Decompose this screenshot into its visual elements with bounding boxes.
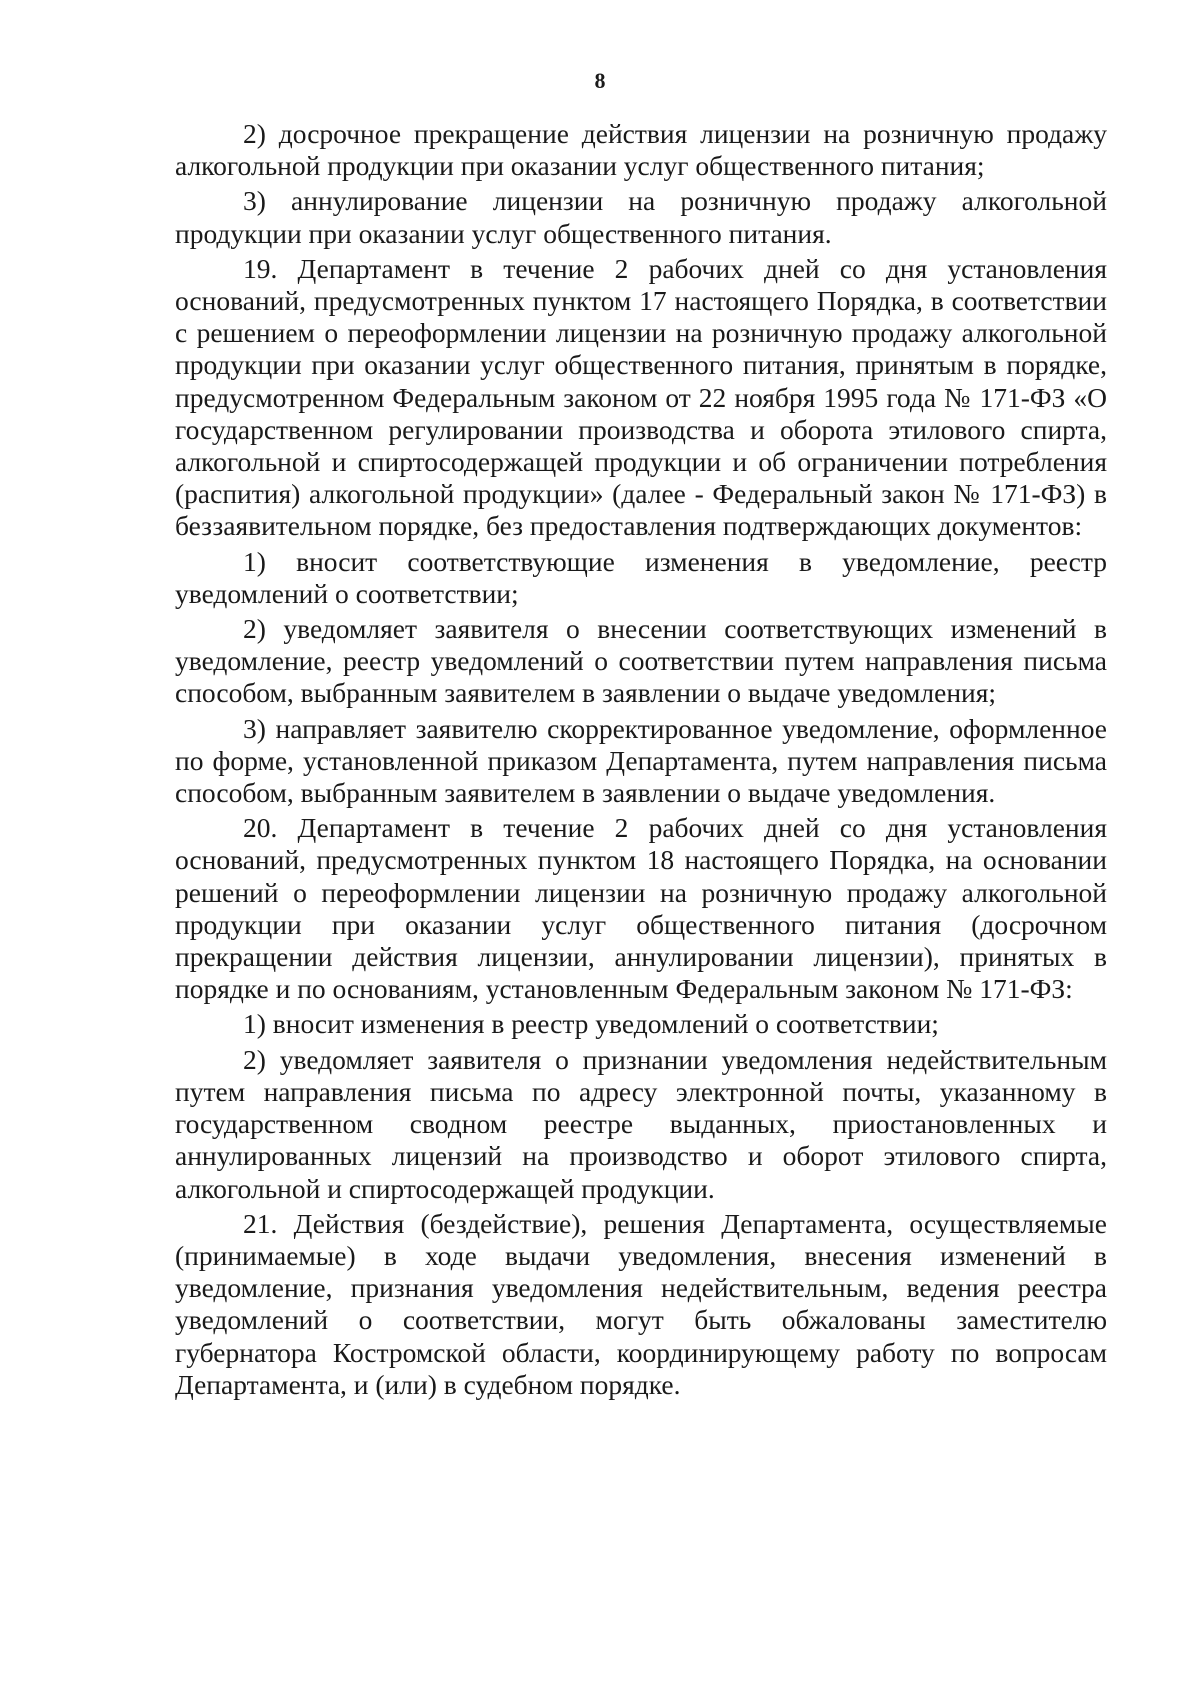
paragraph: 20. Департамент в течение 2 рабочих дней со дня установления оснований, предусмотренных пунктом 18 настоящего Порядка, на основании решений о переоформлении лицензии на розничную продажу алкогольной продукции при оказании услуг общественного питания (досрочном прекращении действия лицензии, аннулировании лицензии), принятых в порядке и по основаниям, установленным Федеральным законом № 171-ФЗ: [175,812,1107,1005]
page-number: 8 [594,68,606,93]
paragraph: 1) вносит изменения в реестр уведомлений о соответствии; [243,1008,939,1040]
paragraph: 2) уведомляет заявителя о признании уведомления недействительным путем направления письма по адресу электронной почты, указанному в государственном сводном реестре выданных, приостановленных и аннулированных лицензий на производство и оборот этилового спирта, алкогольной и спиртосодержащей продукции. [175,1043,1107,1204]
paragraph: 19. Департамент в течение 2 рабочих дней со дня установления оснований, предусмотренных пунктом 17 настоящего Порядка, в соответствии с решением о переоформлении лицензии на розничную продажу алкогольной продукции при оказании услуг общественного питания, принятым в порядке, предусмотренном Федеральным законом от 22 ноября 1995 года № 171-ФЗ «О государственном регулировании производства и оборота этилового спирта, алкогольной и спиртосодержащей продукции и об ограничении потребления (распития) алкогольной продукции» (далее - Федеральный закон № 171-ФЗ) в беззаявительном порядке, без предоставления подтверждающих документов: [175,252,1107,542]
paragraph: 3) направляет заявителю скорректированное уведомление, оформленное по форме, установленной приказом Департамента, путем направления письма способом, выбранным заявителем в заявлении о выдаче уведомления. [175,712,1107,809]
paragraph: 1) вносит соответствующие изменения в уведомление, реестр уведомлений о соответствии; [175,545,1107,609]
paragraph: 2) уведомляет заявителя о внесении соответствующих изменений в уведомление, реестр уведомлений о соответствии путем направления письма способом, выбранным заявителем в заявлении о выдаче уведомления; [175,613,1107,709]
paragraph: 21. Действия (бездействие), решения Департамента, осуществляемые (принимаемые) в ходе выдачи уведомления, внесения изменений в уведомление, признания уведомления недействительным, ведения реестра уведомлений о соответствии, могут быть обжалованы заместителю губернатора Костромской области, координирующему работу по вопросам Департамента, и (или) в судебном порядке. [175,1207,1107,1400]
document-body [175,118,1107,1404]
paragraph: 2) досрочное прекращение действия лицензии на розничную продажу алкогольной продукции при оказании услуг общественного питания; [175,118,1107,182]
paragraph: 3) аннулирование лицензии на розничную продажу алкогольной продукции при оказании услуг общественного питания. [175,185,1107,249]
